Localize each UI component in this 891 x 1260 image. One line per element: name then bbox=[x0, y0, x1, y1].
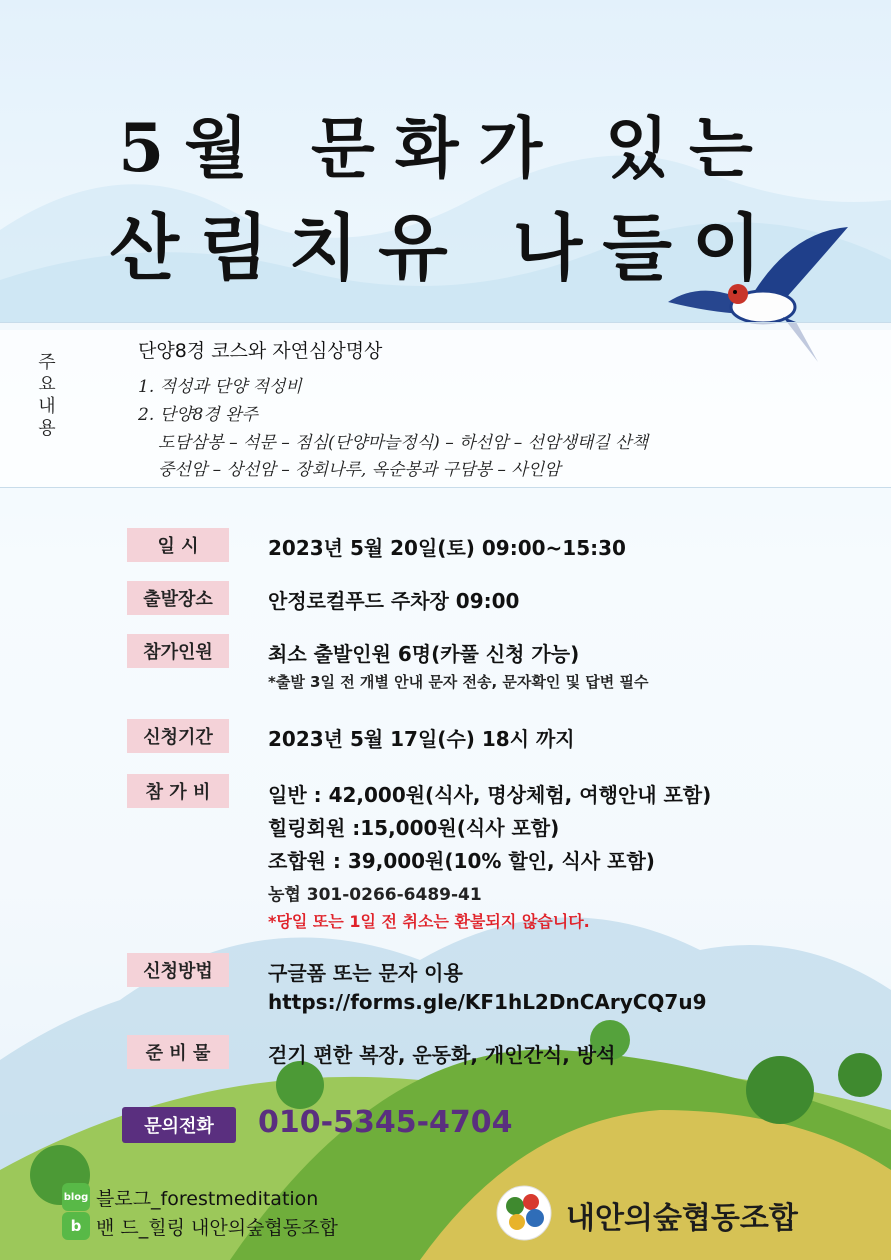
blog-link[interactable]: 블로그_forestmeditation bbox=[96, 1188, 319, 1210]
method-value: 구글폼 또는 문자 이용 bbox=[268, 961, 463, 985]
fee-account: 농협 301-0266-6489-41 bbox=[268, 885, 482, 905]
content-line-3: 도담삼봉 – 석문 – 점심(단양마늘정식) – 하선암 – 선암생태길 산책 bbox=[158, 433, 649, 453]
content-line-2: 2. 단양8경 완주 bbox=[138, 405, 258, 425]
band-link[interactable]: 밴 드_힐링 내안의숲협동조합 bbox=[96, 1217, 338, 1239]
content-heading: 단양8경 코스와 자연심상명상 bbox=[138, 340, 383, 362]
page-title-line-1: 5월 문화가 있는 bbox=[118, 109, 773, 187]
people-label: 참가인원 bbox=[127, 634, 229, 668]
blog-icon: blog bbox=[62, 1183, 90, 1211]
fee-line-member: 조합원 : 39,000원(10% 할인, 식사 포함) bbox=[268, 849, 655, 873]
place-value: 안정로컬푸드 주차장 09:00 bbox=[268, 589, 520, 613]
fee-line-healing: 힐링회원 :15,000원(식사 포함) bbox=[268, 816, 560, 840]
date-value: 2023년 5월 20일(토) 09:00~15:30 bbox=[268, 536, 626, 560]
method-url-link[interactable]: https://forms.gle/KF1hL2DnCAryCQ7u9 bbox=[268, 990, 707, 1014]
date-label: 일 시 bbox=[127, 528, 229, 562]
people-value: 최소 출발인원 6명(카풀 신청 가능) bbox=[268, 642, 580, 666]
contact-phone[interactable]: 010-5345-4704 bbox=[258, 1105, 513, 1140]
method-label: 신청방법 bbox=[127, 953, 229, 987]
content-line-1: 1. 적성과 단양 적성비 bbox=[138, 377, 302, 397]
period-label: 신청기간 bbox=[127, 719, 229, 753]
period-value: 2023년 5월 17일(수) 18시 까지 bbox=[268, 727, 575, 751]
band-icon: b bbox=[62, 1212, 90, 1240]
prep-value: 걷기 편한 복장, 운동화, 개인간식, 방석 bbox=[268, 1043, 616, 1067]
fee-line-general: 일반 : 42,000원(식사, 명상체험, 여행안내 포함) bbox=[268, 783, 712, 807]
side-label: 주 요 내 용 bbox=[38, 352, 56, 439]
org-logo-icon bbox=[495, 1184, 553, 1242]
people-note: *출발 3일 전 개별 안내 문자 전송, 문자확인 및 답변 필수 bbox=[268, 673, 649, 691]
org-name: 내안의숲협동조합 bbox=[566, 1201, 798, 1236]
place-label: 출발장소 bbox=[127, 581, 229, 615]
fee-label: 참 가 비 bbox=[127, 774, 229, 808]
page-title-line-2: 산림치유 나들이 bbox=[109, 205, 782, 290]
content-line-4: 중선암 – 상선암 – 장회나루, 옥순봉과 구담봉 – 사인암 bbox=[158, 460, 561, 480]
contact-label: 문의전화 bbox=[122, 1107, 236, 1143]
fee-warning: *당일 또는 1일 전 취소는 환불되지 않습니다. bbox=[268, 912, 590, 931]
prep-label: 준 비 물 bbox=[127, 1035, 229, 1069]
